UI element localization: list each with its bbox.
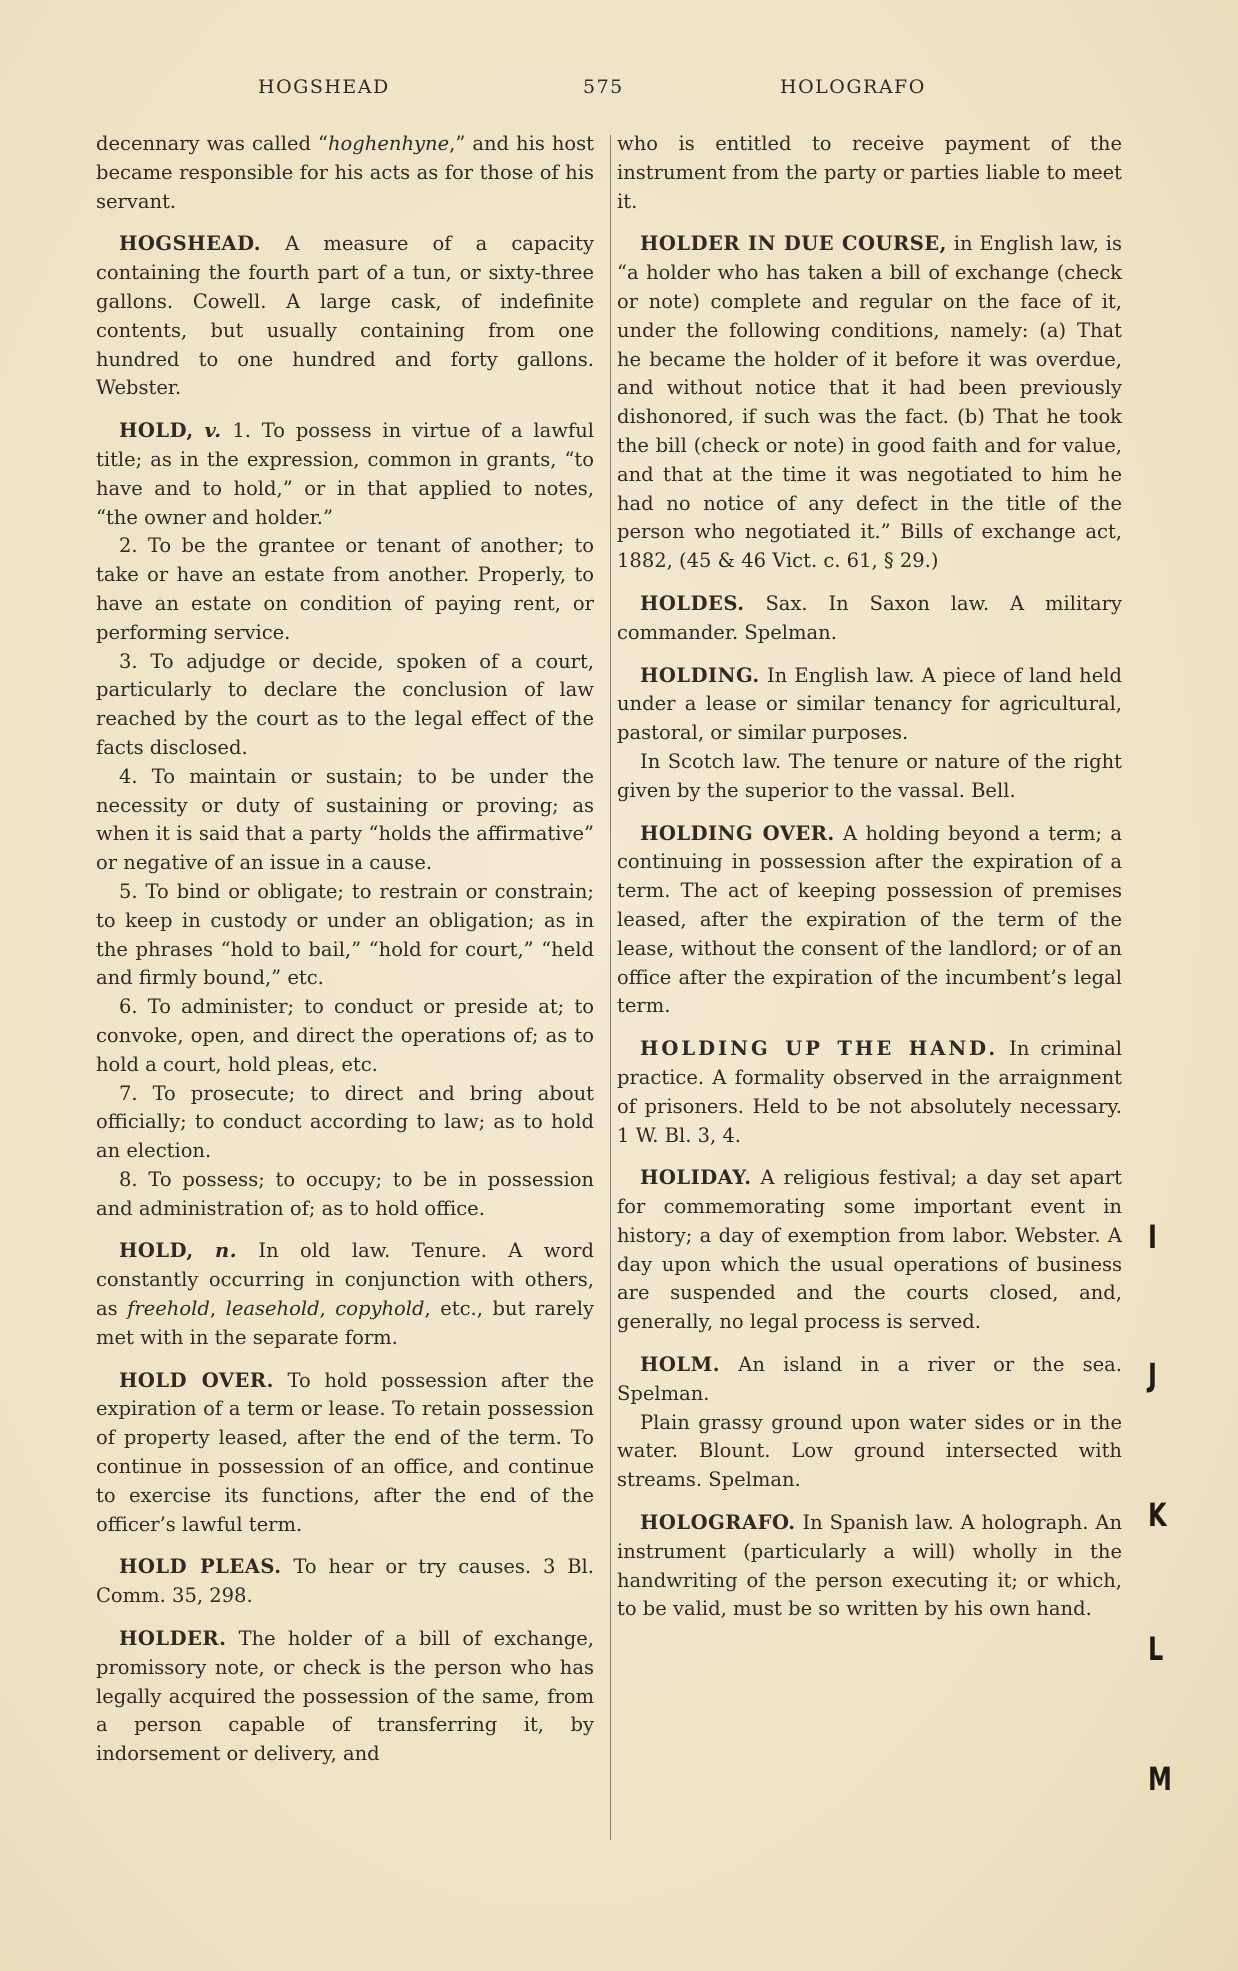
sense: 6. To administer; to conduct or preside at; to convoke, open, and direct the operations of; as to hold a court, hold pleas, etc. [96,995,594,1076]
headword: HOLD PLEAS. [119,1555,282,1579]
sense: 8. To possess; to occupy; to be in possession and administration of; as to hold office. [96,1167,594,1220]
definition: To hear or try causes. 3 Bl. Comm. 35, 298. [96,1555,594,1608]
definition: The holder of a bill of exchange, promissory note, or check is the person who has legally acquired the possession of the same, from a person capable of transferring it, by indorsement or delivery, and [96,1627,594,1766]
part-of-speech: n. [215,1239,237,1263]
thumb-index-letter-k: K [1148,1496,1167,1534]
entry-holding-over [617,820,1122,1022]
headword: HOLM. [640,1353,720,1377]
headword: HOLD OVER. [119,1368,274,1392]
entry-hold-over [96,1367,594,1540]
thumb-index-letter-j: J [1148,1356,1157,1394]
definition: A religious festival; a day set apart for commemorating some important event in history; a day of exemption from labor. Webster. A day upon which the usual operations of business are suspended and the courts closed, and, generally, no legal process is served. [617,1166,1122,1334]
entry-holding-up-the-hand [617,1035,1122,1150]
page-number: 575 [583,76,624,98]
column-divider [610,135,611,1840]
entry-continuation: decennary was called “hoghenhyne,” and his host became responsible for his acts as for those of his servant. [96,132,594,213]
definition: in English law, is “a holder who has taken a bill of exchange (check or note) complete and regular on the face of it, under the following conditions, namely: (a) That he became the holder of it before it was overdue, and without notice that it had been previously dishonored, if such was the fact. (b) That he took the bill (check or note) in good faith and for value, and that at the time it was negotiated to him he had no notice of any defect in the title of the person who negotiated it.” Bills of exchange act, 1882, (45 & 46 Vict. c. 61, § 29.) [617,232,1122,573]
definition: A measure of a capacity containing the fourth part of a tun, or sixty-three gallons. Cowell. A large cask, of indefinite contents, but usually containing from one hundred to one hundred and forty gallons. Webster. [96,232,594,400]
definition: 1. To possess in virtue of a lawful title; as in the expression, common in grants, “to have and to hold,” or in that applied to notes, “the owner and holder.” [96,419,595,529]
thumb-index-letter-i: I [1148,1218,1157,1256]
thumb-index-letter-m: M [1148,1760,1172,1798]
definition: In old law. Tenure. A word constantly occurring in conjunction with others, as freehold, leasehold, copyhold, etc., but rarely met with in the separate form. [96,1239,594,1349]
headword: HOLIDAY. [640,1166,752,1190]
part-of-speech: v. [204,419,222,443]
headword: HOLD, [119,419,194,443]
definition: An island in a river or the sea. Spelman. [617,1353,1122,1405]
sense: 7. To prosecute; to direct and bring about officially; to conduct according to law; as to hold an election. [96,1081,594,1163]
sense: 5. To bind or obligate; to restrain or constrain; to keep in custody or under an obligation; as in the phrases “hold to bail,” “hold for court,” “held and firmly bound,” etc. [96,879,594,990]
thumb-index-letter-l: L [1148,1630,1164,1668]
entry-hold-verb [96,417,594,532]
definition: In English law. A piece of land held under a lease or similar tenancy for agricultural, pastoral, or similar purposes. [617,663,1122,745]
headword: HOLDING. [640,663,760,687]
definition: In Spanish law. A holograph. An instrument (particularly a will) wholly in the handwriting of the person executing it; or which, to be valid, must be so written by his own hand. [617,1511,1122,1621]
headword: HOLDER IN DUE COURSE, [640,232,947,256]
running-header [0,76,1238,106]
definition: Sax. In Saxon law. A military commander. Spelman. [617,591,1122,644]
headword: HOLOGRAFO. [640,1511,796,1535]
entry-holdes [617,590,1122,648]
entry-continuation: who is entitled to receive payment of the instrument from the party or parties liable to meet it. [617,132,1122,213]
headword: HOLDER. [119,1627,227,1651]
entry-holografo [617,1509,1122,1624]
entry-hold-pleas [96,1553,594,1611]
definition: To hold possession after the expiration of a term or lease. To retain possession of property leased, after the end of the term. To continue in possession of an office, and continue to exercise its functions, after the end of the officer’s lawful term. [96,1368,595,1536]
definition: In criminal practice. A formality observed in the arraignment of prisoners. Held to be not absolutely necessary. 1 W. Bl. 3, 4. [617,1037,1122,1147]
left-guide-word: HOGSHEAD [258,76,390,98]
entry-holding [617,662,1122,748]
headword: HOLD, [119,1239,194,1263]
headword: HOLDES. [640,591,745,615]
right-guide-word: HOLOGRAFO [780,76,926,98]
sense: 3. To adjudge or decide, spoken of a court, particularly to declare the conclusion of law reached by the court as to the legal effect of the facts disclosed. [96,649,594,759]
left-column [96,130,594,1769]
right-column [617,130,1122,1624]
sense: In Scotch law. The tenure or nature of the right given by the superior to the vassal. Bell. [617,749,1122,802]
entry-hold-noun [96,1237,594,1352]
entry-hogshead [96,230,594,403]
headword: HOGSHEAD. [119,232,262,256]
headword: HOLDING UP THE HAND. [640,1037,999,1061]
headword: HOLDING OVER. [640,821,835,845]
entry-holiday [617,1164,1122,1337]
entry-holm [617,1351,1122,1409]
entry-holder [96,1625,594,1769]
sense: 2. To be the grantee or tenant of another; to take or have an estate from another. Properly, to have an estate on condition of paying rent, or performing service. [96,534,594,644]
sense: 4. To maintain or sustain; to be under the necessity or duty of sustaining or proving; as when it is said that a party “holds the affirmative” or negative of an issue in a cause. [96,764,594,875]
definition: A holding beyond a term; a continuing in possession after the expiration of a term. The act of keeping possession of premises leased, after the expiration of the term of the lease, without the consent of the landlord; or of an office after the expiration of the incumbent’s legal term. [617,821,1122,1018]
sense: Plain grassy ground upon water sides or in the water. Blount. Low ground intersected with streams. Spelman. [617,1410,1122,1492]
entry-holder-in-due-course [617,230,1122,576]
